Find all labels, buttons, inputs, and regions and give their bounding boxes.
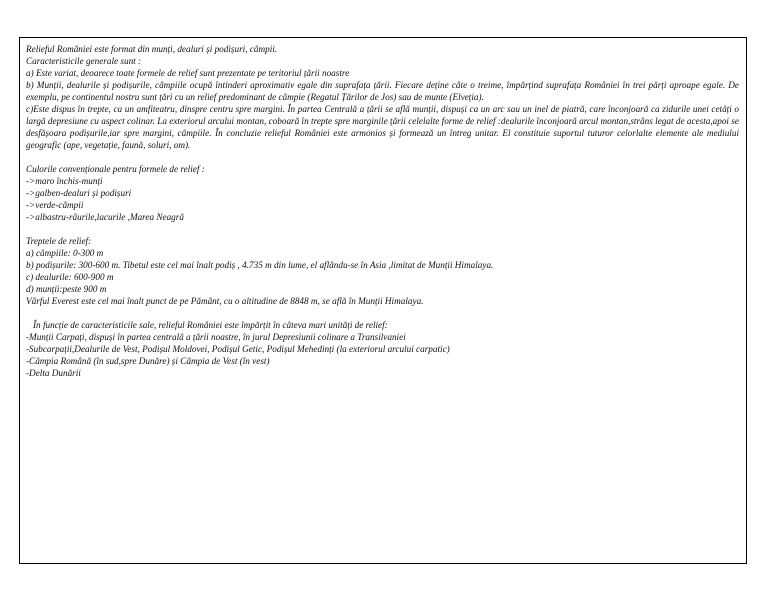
color-item: ->albastru-râurile,lacurile ,Marea Neagră (26, 212, 184, 222)
colors-heading: Culorile convenționale pentru formele de relief : (26, 164, 205, 174)
unit-item: -Câmpia Română (în sud,spre Dunăre) și Câmpia de Vest (în vest) (26, 356, 270, 366)
step-item: a) câmpiile: 0-300 m (26, 248, 104, 258)
document-page (19, 37, 747, 564)
intro-text: Relieful României este format din munți, dealuri și podișuri, câmpii. (26, 44, 278, 54)
unit-item: -Delta Dunării (26, 368, 81, 378)
characteristics-heading: Caracteristicile generale sunt : (26, 56, 142, 66)
unit-item: -Subcarpații,Dealurile de Vest, Podișul Moldovei, Podișul Getic, Podișul Mehedinți (la exteriorul arcului carpatic) (26, 344, 450, 354)
paragraph-gap (26, 223, 739, 235)
step-item: b) podișurile: 300-600 m. Tibetul este cel mai înalt podiș , 4.735 m din lume, el aflându-se în Asia ,limitat de Munții Himalaya. (26, 260, 494, 270)
color-item: ->verde-câmpii (26, 200, 84, 210)
color-item: ->maro închis-munți (26, 176, 103, 186)
units-heading: În funcție de caracteristicile sale, relieful României este împărțit în câteva mari unități de relief: (33, 320, 388, 330)
characteristic-a: a) Este variat, deoarece toate formele de relief sunt prezentate pe teritoriul țării noastre (26, 68, 350, 78)
characteristic-b: b) Munții, dealurile și podișurile, câmpiile ocupă întinderi aproximativ egale din suprafața țării. Fiecare deține câte o treime, împărțind suprafața României în trei părți aproape egale. De exemplu, pe continentul nostru sunt țări cu un relief predominant de câmpie (Regatul Țărilor de Jos) sau de munte (Elveția). (26, 80, 739, 102)
unit-item: -Munții Carpați, dispuși în partea centrală a țării noastre, în jurul Depresiunii colinare a Transilvaniei (26, 332, 406, 342)
color-item: ->galben-dealuri și podișuri (26, 188, 132, 198)
step-item: c) dealurile: 600-900 m (26, 272, 114, 282)
steps-heading: Treptele de relief: (26, 236, 92, 246)
everest-text: Vârful Everest este cel mai înalt punct de pe Pământ, cu o altitudine de 8848 m, se află în Munții Himalaya. (26, 296, 424, 306)
paragraph-gap (26, 151, 739, 163)
step-item: d) munții:peste 900 m (26, 284, 107, 294)
paragraph-gap (26, 307, 739, 319)
characteristic-c: c)Este dispus în trepte, ca un amfiteatru, dinspre centru spre margini. În partea Centrală a țării se află munții, dispuși ca un arc sau un inel de piatră, care înconjoară ca zidurile unei cetăți o largă depresiune cu aspect colinar. La exteriorul arcului montan, coboară în trepte spre marginile țării celelalte forme de relief :dealurile înconjoară arcul montan,strâns legat de acesta,apoi se desfășoara podișurile,iar spre margini, câmpiile. În concluzie relieful României este armonios și formează un întreg unitar. El constituie suportul tuturor celorlalte elemente ale mediului geografic (ape, vegetație, faună, soluri, om). (26, 104, 739, 150)
